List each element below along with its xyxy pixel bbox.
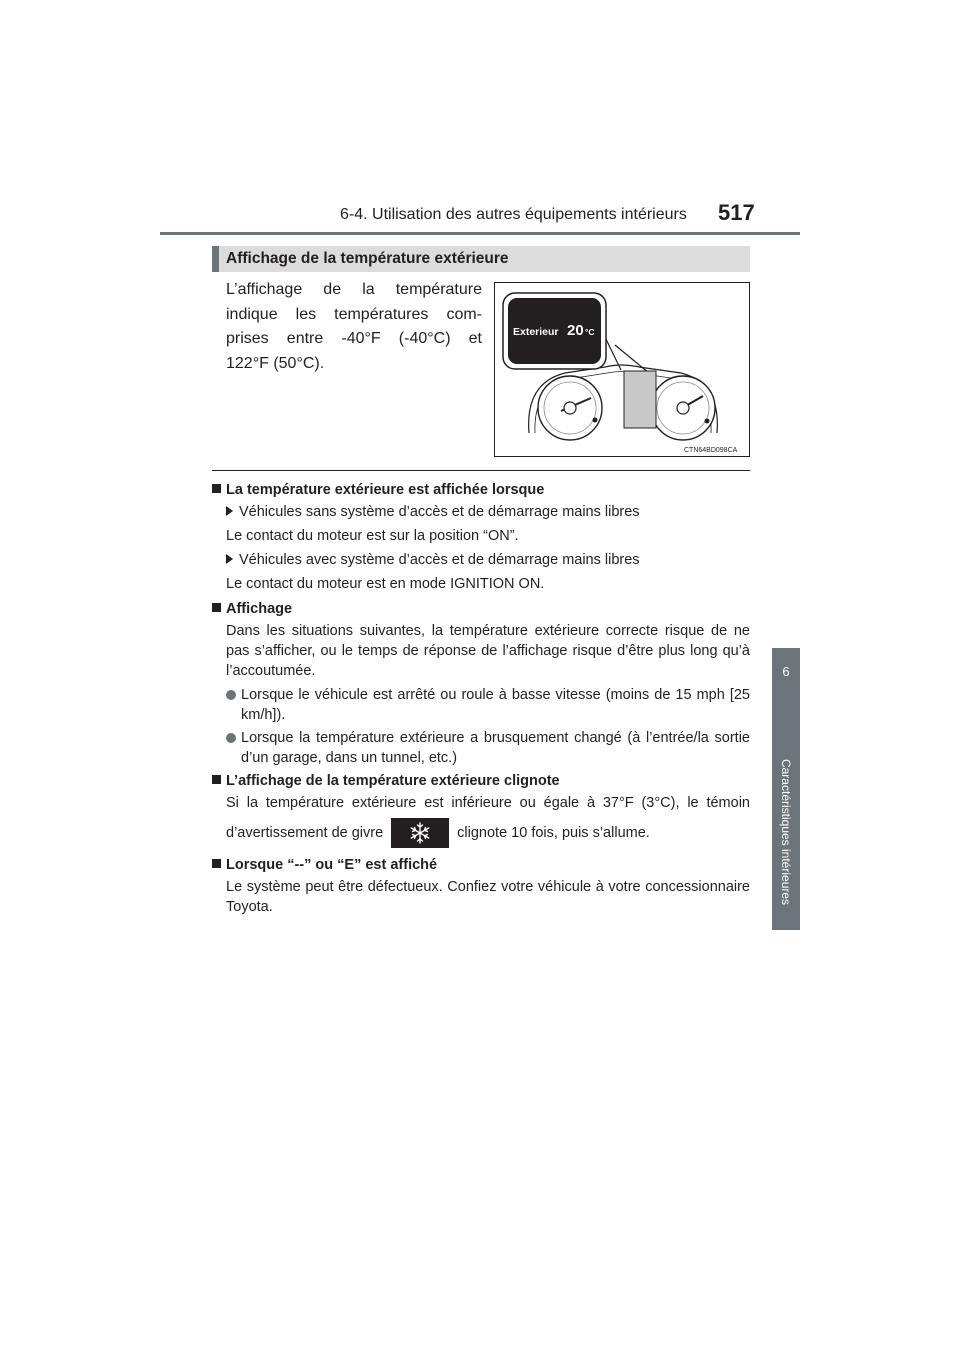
paragraph-text: d’avertissement de givre: [226, 825, 384, 841]
condition-text: Le contact du moteur est sur la position “ON”.: [226, 528, 519, 544]
section-header: 6-4. Utilisation des autres équipements intérieurs: [340, 206, 687, 223]
item-heading-text: Affichage: [226, 601, 293, 617]
bullet-item-text: Lorsque le véhicule est arrêté ou roule à basse vitesse (moins de 15 mph [25 km/h]).: [241, 687, 750, 723]
triangle-bullet-icon: [226, 554, 233, 564]
intro-paragraph: [226, 278, 482, 376]
section-title-bar: [212, 246, 219, 272]
intro-line: 122°F (50°C).: [226, 354, 325, 372]
square-bullet-icon: [212, 859, 221, 868]
circle-bullet-icon: [226, 690, 236, 700]
chapter-label-text: Caractéristiques intérieures: [779, 758, 793, 906]
triangle-bullet-icon: [226, 506, 233, 516]
condition-label-text: Véhicules sans système d’accès et de démarrage mains libres: [239, 504, 640, 520]
header-rule: [160, 232, 800, 235]
bullet-item-text: Lorsque la température extérieure a brusquement changé (à l’entrée/la sortie d’un garage, dans un tunnel, etc.): [241, 730, 750, 766]
chapter-label: [772, 742, 800, 922]
item-heading-text: La température extérieure est affichée lorsque: [226, 482, 545, 498]
item-heading-text: L’affichage de la température extérieure clignote: [226, 773, 560, 789]
bullet-item: [226, 728, 750, 768]
intro-line: L’affichage de la température: [226, 281, 482, 298]
paragraph: Si la température extérieure est inférieure ou égale à 37°F (3°C), le témoin: [226, 795, 750, 811]
callout-unit: °C: [585, 327, 595, 337]
paragraph-line: [226, 816, 650, 850]
condition-label: [226, 502, 640, 522]
condition-label-text: Véhicules avec système d’accès et de démarrage mains libres: [239, 552, 640, 568]
square-bullet-icon: [212, 775, 221, 784]
page-number: 517: [718, 200, 755, 225]
instrument-cluster-figure: [494, 282, 750, 457]
square-bullet-icon: [212, 603, 221, 612]
item-heading: [212, 855, 437, 875]
figure-code: CTN64BD098CA: [684, 447, 738, 454]
intro-line: indique les températures com-: [226, 305, 482, 323]
item-heading: [212, 599, 292, 619]
instrument-cluster-illustration: [495, 283, 749, 456]
section-divider: [212, 470, 750, 471]
frost-warning-icon: [391, 818, 449, 848]
paragraph: Dans les situations suivantes, la température extérieure correcte risque de ne pas s’afficher, ou le temps de réponse de l’affichage risque d’être plus long qu’à l’accoutumée.: [226, 623, 750, 679]
condition-text: Le contact du moteur est en mode IGNITION ON.: [226, 576, 545, 592]
condition-label: [226, 550, 640, 570]
bullet-item: [226, 685, 750, 725]
item-heading-text: Lorsque “--” ou “E” est affiché: [226, 857, 438, 873]
paragraph: Le système peut être défectueux. Confiez votre véhicule à votre concessionnaire Toyota.: [226, 879, 750, 915]
square-bullet-icon: [212, 484, 221, 493]
chapter-number: 6: [782, 664, 790, 679]
item-heading: [212, 771, 560, 791]
circle-bullet-icon: [226, 733, 236, 743]
item-heading: [212, 480, 544, 500]
intro-line: prises entre -40°F (-40°C) et: [226, 330, 482, 347]
paragraph-text: clignote 10 fois, puis s’allume.: [457, 825, 650, 841]
section-title-text: Affichage de la température extérieure: [226, 250, 509, 267]
callout-label: Exterieur: [513, 326, 559, 338]
callout-value: 20: [567, 322, 584, 339]
section-title: [212, 246, 750, 272]
